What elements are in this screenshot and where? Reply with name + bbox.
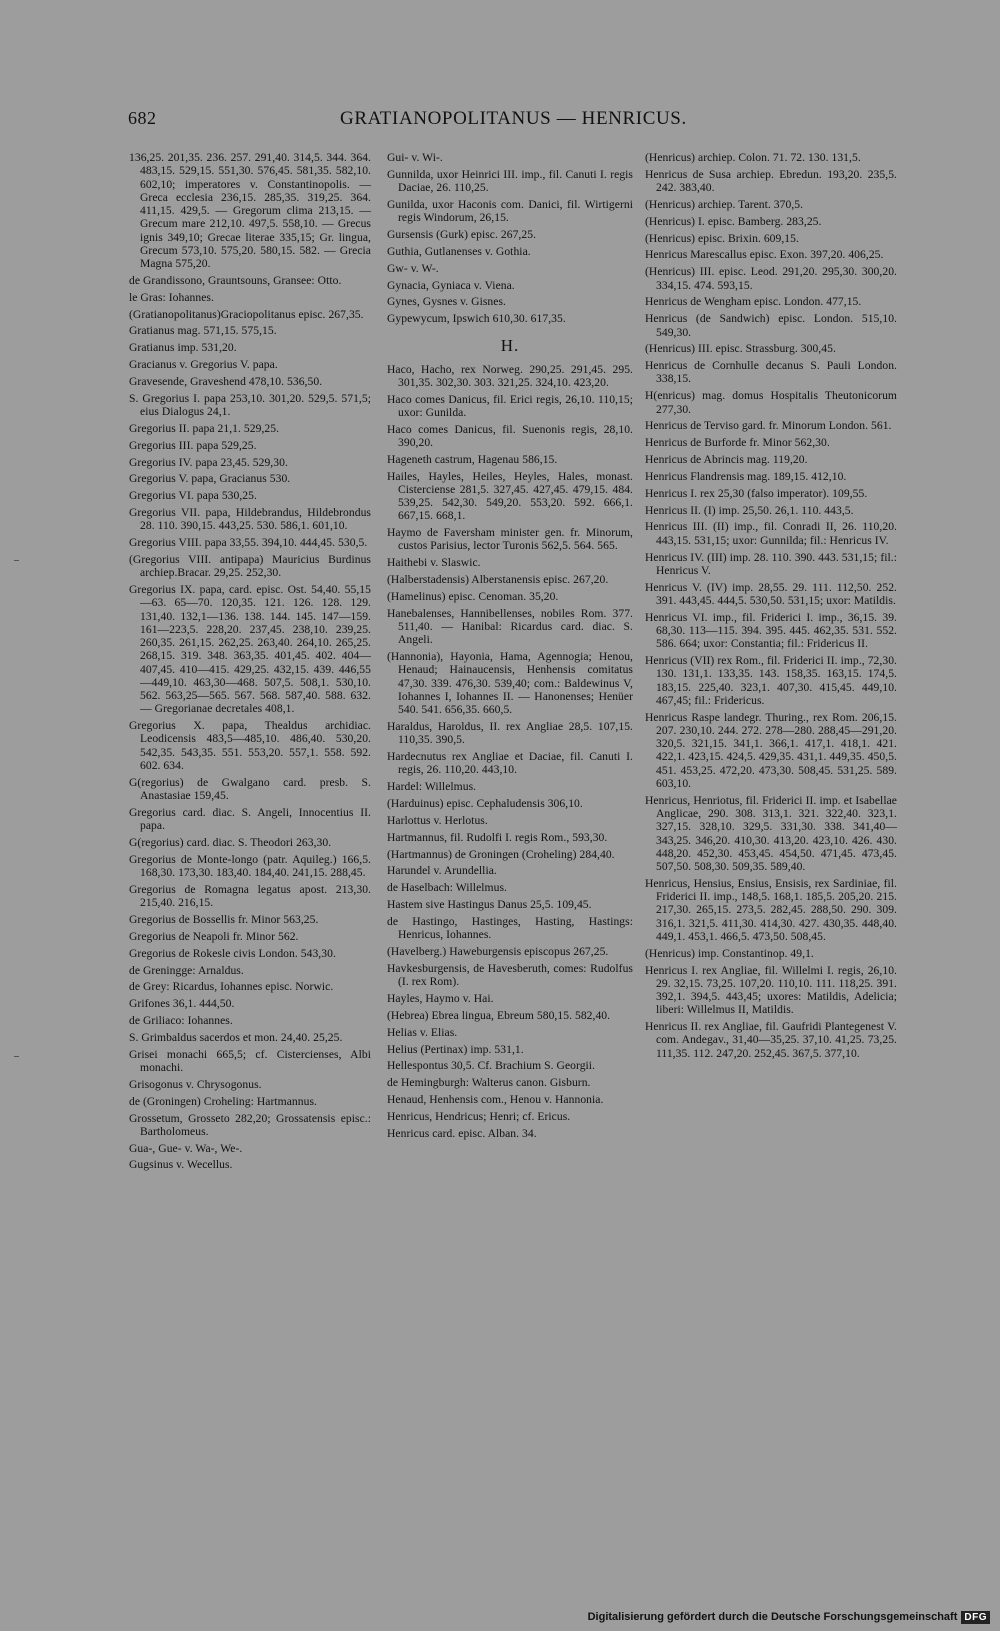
- index-entry: Gunilda, uxor Haconis com. Danici, fil. Wirtigerni regis Windorum, 26,15.: [387, 197, 633, 225]
- index-entry: Gw- v. W-.: [387, 261, 439, 275]
- index-entry: Henricus Marescallus episc. Exon. 397,20. 406,25.: [645, 248, 884, 262]
- index-entry: Haraldus, Haroldus, II. rex Angliae 28,5. 107,15. 110,35. 390,5.: [387, 720, 633, 747]
- page-number: 682: [128, 108, 157, 128]
- index-entry: de Hastingo, Hastinges, Hasting, Hastings: Henricus, Iohannes.: [387, 914, 633, 942]
- index-entry: Gregorius VII. papa, Hildebrandus, Hildebrondus 28. 110. 390,15. 443,25. 530. 586,1. 601,10.: [129, 506, 371, 533]
- index-entry: Henricus de Wengham episc. London. 477,15.: [645, 295, 862, 309]
- index-entry: Gunnilda, uxor Heinrici III. imp., fil. Canuti I. regis Daciae, 26. 110,25.: [387, 167, 633, 195]
- index-entry: (Hannonia), Hayonia, Hama, Agennogia; Henou, Henaud; Hainaucensis, Henhensis comitatus 47,30. 339. 476,30. 539,40; com.: Baldewinus V, Iohannes I, Iohannes II. — Hanonenses; Henüer 540. 541. 656,35. 660,5.: [387, 650, 633, 717]
- index-entry: Gui- v. Wi-.: [387, 151, 443, 164]
- index-entry: Grossetum, Grosseto 282,20; Grossatensis episc.: Bartholomeus.: [129, 1111, 371, 1138]
- dfg-logo: DFG: [961, 1611, 990, 1624]
- index-entry: Gracianus v. Gregorius V. papa.: [129, 358, 278, 372]
- index-entry: (Havelberg.) Haweburgensis episcopus 267,25.: [387, 945, 609, 959]
- index-entry: Henricus, Henriotus, fil. Friderici II. imp. et Isabellae Anglicae, 290. 308. 313,1. 321. 322,40. 323,1. 327,15. 328,10. 329,5. 331,30. 338. 341,40—343,25. 346,20. 410,30. 413,20. 423,10. 426. 430. 448,20. 452,30. 453,45. 454,50. 471,45. 473,45. 507,50. 508,30. 509,35. 589,40.: [645, 793, 897, 873]
- index-entry: Gratianus imp. 531,20.: [129, 341, 237, 355]
- index-entry: (Henricus) I. episc. Bamberg. 283,25.: [645, 214, 822, 228]
- index-entry: Henricus, Hendricus; Henri; cf. Ericus.: [387, 1109, 571, 1123]
- index-entry: de Hemingburgh: Walterus canon. Gisburn.: [387, 1076, 591, 1090]
- index-entry: (Hartmannus) de Groningen (Croheling) 284,40.: [387, 847, 615, 861]
- index-entry: (Henricus) imp. Constantinop. 49,1.: [645, 946, 814, 960]
- page-header: [128, 108, 888, 134]
- index-entry: Hardecnutus rex Angliae et Daciae, fil. Canuti I. regis, 26. 110,20. 443,10.: [387, 750, 633, 777]
- index-entry: Haithebi v. Slaswic.: [387, 556, 481, 570]
- index-entry: Henricus I. rex Angliae, fil. Willelmi I. regis, 26,10. 29. 32,15. 73,25. 107,20. 110,10. 111. 118,25. 391. 392,1. 394,5. 443,45; uxores: Matildis, Adelicia; liberi: Willelmus II, Matildis.: [645, 963, 897, 1017]
- index-entry: Haco comes Danicus, fil. Suenonis regis, 28,10. 390,20.: [387, 422, 633, 449]
- index-entry: Henricus (VII) rex Rom., fil. Friderici II. imp., 72,30. 130. 131,1. 133,35. 143. 158,35. 163,15. 174,5. 183,15. 225,40. 323,1. 407,30. 415,45. 449,10. 467,45; fil.: Fridericus.: [645, 654, 897, 707]
- index-entry: Gypewycum, Ipswich 610,30. 617,35.: [387, 312, 566, 326]
- index-entry: Gynes, Gysnes v. Gisnes.: [387, 295, 506, 309]
- index-entry: (Henricus) episc. Brixin. 609,15.: [645, 231, 799, 245]
- index-entry: Henricus de Abrincis mag. 119,20.: [645, 453, 808, 467]
- index-entry: Henricus II. rex Angliae, fil. Gaufridi Plantegenest V. com. Andegav., 31,40—35,25. 37,10. 41,25. 73,25. 111,35. 112. 247,20. 252,45. 367,5. 377,10.: [645, 1020, 897, 1060]
- index-entry: Gregorius de Rokesle civis London. 543,30.: [129, 946, 336, 960]
- margin-tick: [14, 1056, 19, 1057]
- index-entry: de Griliaco: Iohannes.: [129, 1014, 233, 1028]
- section-letter-heading: H.: [500, 335, 520, 355]
- index-entry: (Harduinus) episc. Cephaludensis 306,10.: [387, 797, 583, 811]
- index-entry: Havkesburgensis, de Havesberuth, comes: Rudolfus (I. rex Rom).: [387, 961, 633, 989]
- index-column-2: [387, 151, 633, 1144]
- index-entry: (Henricus) archiep. Colon. 71. 72. 130. 131,5.: [645, 151, 861, 164]
- funding-note: Digitalisierung gefördert durch die Deutsche Forschungsgemeinschaft: [587, 1611, 958, 1623]
- index-entry: Hayles, Haymo v. Hai.: [387, 992, 494, 1005]
- index-entry: Gursensis (Gurk) episc. 267,25.: [387, 228, 537, 242]
- index-entry: Haco comes Danicus, fil. Erici regis, 26,10. 110,15; uxor: Gunilda.: [387, 392, 633, 419]
- index-entry: (Henricus) archiep. Tarent. 370,5.: [645, 197, 804, 211]
- index-entry: (Hebrea) Ebrea lingua, Ebreum 580,15. 582,40.: [387, 1008, 611, 1022]
- index-entry: Gynacia, Gyniaca v. Viena.: [387, 278, 515, 292]
- index-entry: le Gras: Iohannes.: [129, 290, 214, 304]
- index-entry: S. Gregorius I. papa 253,10. 301,20. 529,5. 571,5; eius Dialogus 24,1.: [129, 391, 371, 418]
- running-head: GRATIANOPOLITANUS — HENRICUS.: [340, 108, 687, 129]
- index-entry: Henricus Raspe landegr. Thuring., rex Rom. 206,15. 207. 230,10. 244. 272. 278—280. 288,45—291,20. 320,5. 321,15. 341,1. 366,1. 417,1. 418,1. 421. 422,1. 423,15. 424,5. 429,35. 431,1. 449,35. 450,5. 451. 453,25. 472,20. 473,30. 508,45. 531,25. 589. 603,10.: [645, 710, 897, 790]
- index-entry: Gregorius X. papa, Thealdus archidiac. Leodicensis 483,5—485,10. 486,40. 530,20. 542,35. 543,35. 551. 553,20. 557,1. 558. 592. 602. 634.: [129, 719, 371, 772]
- index-entry: de Grandissono, Grauntsouns, Gransee: Otto.: [129, 273, 342, 287]
- margin-tick: [14, 560, 19, 561]
- index-entry: Henricus de Cornhulle decanus S. Pauli London. 338,15.: [645, 359, 897, 386]
- index-entry: Gregorius de Neapoli fr. Minor 562.: [129, 929, 299, 943]
- index-entry: Harlottus v. Herlotus.: [387, 813, 488, 827]
- index-entry: (Henricus) III. episc. Leod. 291,20. 295,30. 300,20. 334,15. 474. 593,15.: [645, 265, 897, 292]
- index-entry: Gregorius de Romagna legatus apost. 213,30. 215,40. 216,15.: [129, 882, 371, 910]
- index-entry: Henricus VI. imp., fil. Friderici I. imp., 36,15. 39. 68,30. 113—115. 394. 395. 445. 462,35. 531. 552. 586. 664; uxor: Constantia; fil.: Fridericus II.: [645, 610, 897, 651]
- index-entry: Helius (Pertinax) imp. 531,1.: [387, 1042, 524, 1056]
- index-entry: Gua-, Gue- v. Wa-, We-.: [129, 1141, 243, 1155]
- index-entry: Haymo de Faversham minister gen. fr. Minorum, custos Parisius, lector Turonis 562,5. 564. 565.: [387, 526, 633, 553]
- index-column-1: [129, 151, 371, 1175]
- index-entry: Henricus II. (I) imp. 25,50. 26,1. 110. 443,5.: [645, 503, 854, 517]
- index-entry: Henricus V. (IV) imp. 28,55. 29. 111. 112,50. 252. 391. 443,45. 444,5. 530,50. 531,15; uxor: Matildis.: [645, 580, 897, 607]
- index-entry: Henricus III. (II) imp., fil. Conradi II, 26. 110,20. 443,15. 531,15; uxor: Gunnilda; fil.: Henricus IV.: [645, 520, 897, 547]
- index-entry: de Greningge: Arnaldus.: [129, 963, 244, 977]
- index-entry: Gregorius IX. papa, card. episc. Ost. 54,40. 55,15—63. 65—70. 120,35. 121. 126. 128. 129. 131,40. 132,1—136. 138. 144. 145. 147—159. 161—223,5. 228,20. 237,45. 238,10. 239,25. 260,35. 261,15. 262,25. 263,40. 264,10. 265,25. 268,15. 319. 348. 363,35. 401,45. 402. 404—407,45. 410—415. 429,25. 432,15. 439. 446,55—449,10. 463,30—468. 507,5. 508,1. 530,10. 562. 563,25—565. 567. 568. 587,40. 588. 632. — Gregorianae decretales 408,1.: [129, 583, 371, 716]
- index-entry: Grifones 36,1. 444,50.: [129, 997, 235, 1011]
- index-entry: Gugsinus v. Wecellus.: [129, 1158, 233, 1172]
- index-entry: Henaud, Henhensis com., Henou v. Hannonia.: [387, 1093, 604, 1107]
- index-entry: Henricus Flandrensis mag. 189,15. 412,10.: [645, 469, 847, 483]
- index-entry: Hartmannus, fil. Rudolfi I. regis Rom., 593,30.: [387, 830, 608, 844]
- index-entry: (Gregorius VIII. antipapa) Mauricius Burdinus archiep.Bracar. 29,25. 252,30.: [129, 553, 371, 580]
- index-entry: Haco, Hacho, rex Norweg. 290,25. 291,45. 295. 301,35. 302,30. 303. 321,25. 324,10. 423,20.: [387, 362, 633, 389]
- index-entry: Hanebalenses, Hannibellenses, nobiles Rom. 377. 511,40. — Hanibal: Ricardus card. diac. S. Angeli.: [387, 606, 633, 647]
- index-entry: Grisei monachi 665,5; cf. Cistercienses, Albi monachi.: [129, 1047, 371, 1074]
- index-entry: Hailes, Hayles, Heiles, Heyles, Hales, monast. Cisterciense 281,5. 327,45. 427,45. 479,15. 484. 539,25. 542,30. 549,20. 553,20. 592. 666,1. 667,15. 668,1.: [387, 469, 633, 523]
- index-entry: Gratianus mag. 571,15. 575,15.: [129, 324, 277, 338]
- digitization-footer: [588, 1609, 990, 1625]
- index-entry: 136,25. 201,35. 236. 257. 291,40. 314,5. 344. 364. 483,15. 529,15. 551,30. 576,45. 581,35. 582,10. 602,10; imperatores v. Constantinopolis. — Greca ecclesia 236,15. 285,35. 319,25. 364. 411,15. 429,5. — Gregorum clima 213,15. — Grecum mare 212,10. 497,5. 558,10. — Grecus ignis 349,10; Grecae literae 335,15; Gr. lingua, Grecum 573,10. 575,20. 580,15. 582. — Grecia Magna 575,20.: [129, 151, 371, 270]
- index-entry: Henricus (de Sandwich) episc. London. 515,10. 549,30.: [645, 312, 897, 339]
- index-entry: Hastem sive Hastingus Danus 25,5. 109,45.: [387, 898, 592, 912]
- index-entry: (Henricus) III. episc. Strassburg. 300,45.: [645, 342, 836, 356]
- index-entry: G(regorius) de Gwalgano card. presb. S. Anastasiae 159,45.: [129, 775, 371, 803]
- index-entry: Gregorius de Monte-longo (patr. Aquileg.) 166,5. 168,30. 173,30. 183,40. 184,40. 241,15. 288,45.: [129, 852, 371, 880]
- index-entry: S. Grimbaldus sacerdos et mon. 24,40. 25,25.: [129, 1030, 343, 1044]
- index-entry: de (Groningen) Croheling: Hartmannus.: [129, 1094, 317, 1108]
- index-entry: Henricus de Burforde fr. Minor 562,30.: [645, 436, 830, 450]
- index-entry: Henricus I. rex 25,30 (falso imperator). 109,55.: [645, 486, 868, 500]
- index-entry: Gregorius de Bossellis fr. Minor 563,25.: [129, 913, 319, 926]
- index-entry: Gravesende, Graveshend 478,10. 536,50.: [129, 374, 323, 388]
- index-entry: Gregorius V. papa, Gracianus 530.: [129, 472, 291, 486]
- index-entry: Gregorius III. papa 529,25.: [129, 438, 257, 452]
- index-entry: (Hamelinus) episc. Cenoman. 35,20.: [387, 590, 559, 603]
- index-entry: Gregorius IV. papa 23,45. 529,30.: [129, 455, 288, 469]
- index-entry: Gregorius II. papa 21,1. 529,25.: [129, 421, 280, 435]
- index-entry: Guthia, Gutlanenses v. Gothia.: [387, 244, 531, 258]
- index-entry: Gregorius VI. papa 530,25.: [129, 489, 257, 503]
- index-entry: Henricus card. episc. Alban. 34.: [387, 1126, 537, 1140]
- index-entry: Grisogonus v. Chrysogonus.: [129, 1077, 262, 1091]
- index-entry: Henricus IV. (III) imp. 28. 110. 390. 443. 531,15; fil.: Henricus V.: [645, 550, 897, 577]
- index-entry: Henricus de Terviso gard. fr. Minorum London. 561.: [645, 419, 892, 433]
- index-entry: Henricus, Hensius, Ensius, Ensisis, rex Sardiniae, fil. Friderici II. imp., 148,5. 168,1. 185,5. 205,20. 215. 217,30. 265,15. 273,5. 282,45. 288,50. 290. 309. 316,1. 321,5. 411,30. 414,30. 427. 430,35. 448,40. 449,1. 453,1. 466,5. 473,50. 508,45.: [645, 876, 897, 943]
- index-column-3: [645, 151, 897, 1063]
- index-entry: Hellespontus 30,5. Cf. Brachium S. Georgii.: [387, 1059, 596, 1073]
- index-entry: Hardel: Willelmus.: [387, 780, 477, 794]
- index-entry: de Grey: Ricardus, Iohannes episc. Norwic.: [129, 980, 334, 994]
- index-entry: G(regorius) card. diac. S. Theodori 263,30.: [129, 835, 332, 849]
- index-entry: Hageneth castrum, Hagenau 586,15.: [387, 452, 558, 466]
- index-entry: Henricus de Susa archiep. Ebredun. 193,20. 235,5. 242. 383,40.: [645, 167, 897, 195]
- index-entry: de Haselbach: Willelmus.: [387, 881, 507, 895]
- index-entry: Gregorius VIII. papa 33,55. 394,10. 444,45. 530,5.: [129, 536, 368, 550]
- index-entry: Harundel v. Arundellia.: [387, 864, 497, 878]
- index-entry: (Gratianopolitanus)Graciopolitanus episc. 267,35.: [129, 307, 364, 321]
- index-entry: Helias v. Elias.: [387, 1025, 458, 1039]
- index-entry: Gregorius card. diac. S. Angeli, Innocentius II. papa.: [129, 805, 371, 833]
- index-entry: H(enricus) mag. domus Hospitalis Theutonicorum 277,30.: [645, 389, 897, 416]
- index-entry: (Halberstadensis) Alberstanensis episc. 267,20.: [387, 573, 609, 587]
